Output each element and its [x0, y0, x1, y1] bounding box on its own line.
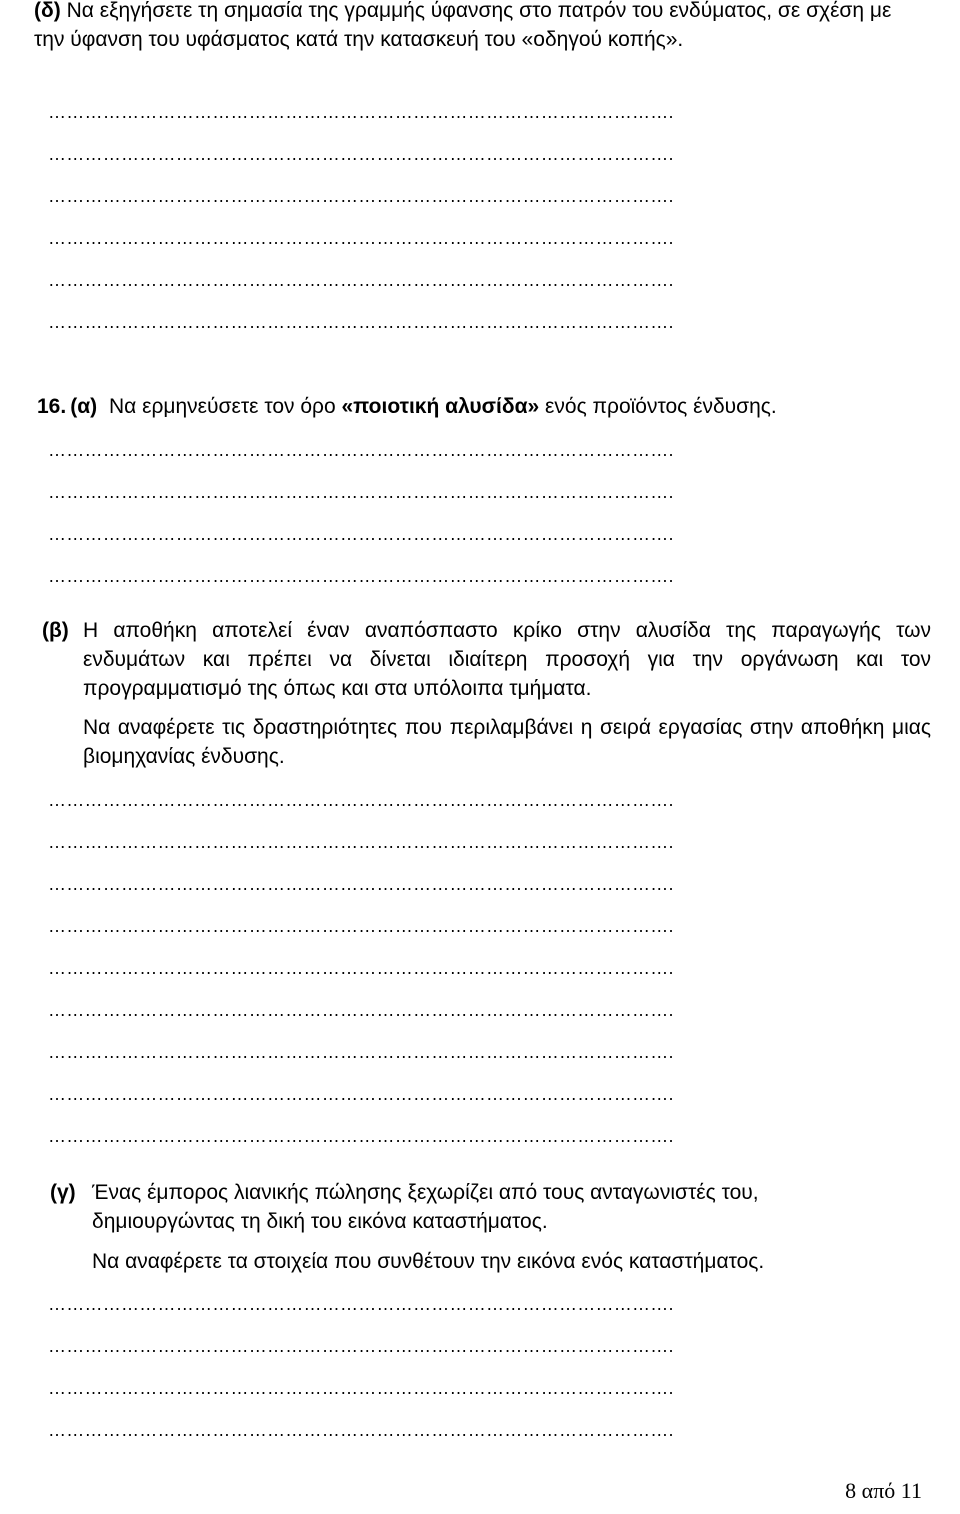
- question-label: (α): [70, 395, 98, 418]
- answer-line[interactable]: ………………………………………………………………………………………….: [48, 144, 674, 164]
- answer-line[interactable]: ………………………………………………………………………………………….: [48, 958, 674, 978]
- answer-line[interactable]: ………………………………………………………………………………………….: [48, 186, 674, 206]
- question-16b-label: [42, 616, 69, 645]
- page-number: 8 από 11: [845, 1478, 922, 1503]
- question-15d: [34, 0, 924, 54]
- answer-line[interactable]: ………………………………………………………………………………………….: [48, 1000, 674, 1020]
- answer-line[interactable]: ………………………………………………………………………………………….: [48, 832, 674, 852]
- answer-line[interactable]: ………………………………………………………………………………………….: [48, 874, 674, 894]
- answer-line[interactable]: ………………………………………………………………………………………….: [48, 1336, 674, 1356]
- question-16c-label: [50, 1178, 76, 1207]
- answer-line[interactable]: ………………………………………………………………………………………….: [48, 916, 674, 936]
- question-16b-question: Να αναφέρετε τις δραστηριότητες που περιλαμβάνει η σειρά εργασίας στην αποθήκη μιας βιομηχανίας ένδυσης.: [83, 716, 931, 768]
- answer-line[interactable]: ………………………………………………………………………………………….: [48, 1084, 674, 1104]
- answer-line[interactable]: ………………………………………………………………………………………….: [48, 440, 674, 460]
- answer-line[interactable]: ………………………………………………………………………………………….: [48, 1378, 674, 1398]
- question-text-after: ενός προϊόντος ένδυσης.: [539, 395, 777, 418]
- question-text-before: Να ερμηνεύσετε τον όρο: [108, 395, 342, 418]
- answer-line[interactable]: ………………………………………………………………………………………….: [48, 312, 674, 332]
- question-label: (γ): [50, 1181, 76, 1204]
- answer-line[interactable]: ………………………………………………………………………………………….: [48, 102, 674, 122]
- answer-line[interactable]: ………………………………………………………………………………………….: [48, 566, 674, 586]
- answer-line[interactable]: ………………………………………………………………………………………….: [48, 482, 674, 502]
- question-label: (δ): [34, 0, 61, 22]
- answer-line[interactable]: ………………………………………………………………………………………….: [48, 790, 674, 810]
- answer-line[interactable]: ………………………………………………………………………………………….: [48, 1420, 674, 1440]
- question-16a: [37, 392, 937, 421]
- question-16c-question: Να αναφέρετε τα στοιχεία που συνθέτουν την εικόνα ενός καταστήματος.: [92, 1250, 765, 1273]
- question-label: (β): [42, 619, 69, 642]
- answer-line[interactable]: ………………………………………………………………………………………….: [48, 228, 674, 248]
- question-16b-text: Η αποθήκη αποτελεί έναν αναπόσπαστο κρίκο στην αλυσίδα της παραγωγής των ενδυμάτων και πρέπει να δίνεται ιδιαίτερη προσοχή για την οργάνωση και τον προγραμματισμό της όπως και στα υπόλοιπα τμήματα.: [83, 619, 931, 700]
- answer-line[interactable]: ………………………………………………………………………………………….: [48, 1294, 674, 1314]
- answer-line[interactable]: ………………………………………………………………………………………….: [48, 1042, 674, 1062]
- answer-line[interactable]: ………………………………………………………………………………………….: [48, 270, 674, 290]
- question-term: «ποιοτική αλυσίδα»: [341, 395, 540, 418]
- answer-line[interactable]: ………………………………………………………………………………………….: [48, 524, 674, 544]
- question-number: 16.: [37, 395, 67, 418]
- answer-line[interactable]: ………………………………………………………………………………………….: [48, 1126, 674, 1146]
- question-text: Να εξηγήσετε τη σημασία της γραμμής ύφανσης στο πατρόν του ενδύματος, σε σχέση με την ύφανση του υφάσματος κατά την κατασκευή του «οδηγού κοπής».: [34, 0, 892, 51]
- question-16c-text: Ένας έμπορος λιανικής πώλησης ξεχωρίζει από τους ανταγωνιστές του, δημιουργώντας τη δική του εικόνα καταστήματος.: [92, 1181, 759, 1233]
